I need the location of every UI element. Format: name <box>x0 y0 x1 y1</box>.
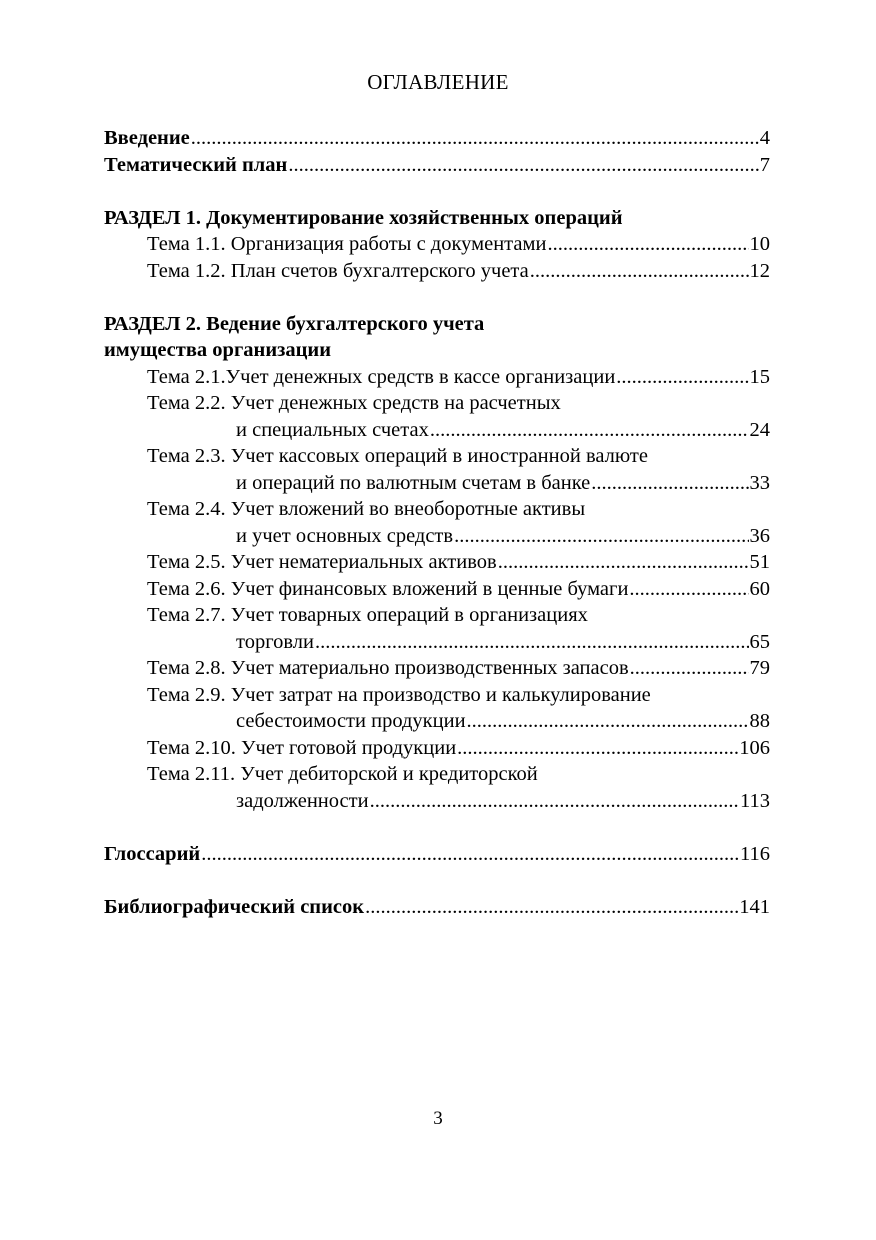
leader-dots <box>498 549 749 576</box>
toc-entry-topic <box>104 682 770 709</box>
toc-entry-text: Тема 2.11. Учет дебиторской и кредиторской <box>147 763 538 785</box>
toc-entry-text: торговли <box>236 630 314 653</box>
toc-entry-text: и операций по валютным счетам в банке <box>236 471 591 494</box>
toc-entry-topic <box>104 364 770 391</box>
toc-entry-text: задолженности <box>236 789 369 812</box>
page-title: ОГЛАВЛЕНИЕ <box>367 70 509 94</box>
toc-entry-page: 106 <box>739 736 770 759</box>
toc-entry-text: Библиографический список <box>104 895 365 918</box>
section-heading-text: имущества организации <box>104 339 332 361</box>
toc-entry-topic <box>104 390 770 417</box>
toc-entry-page: 15 <box>749 365 770 388</box>
toc-entry-page: 51 <box>749 551 770 573</box>
section-heading-text: РАЗДЕЛ 1. Документирование хозяйственных операций <box>104 206 623 229</box>
toc-entry-topic-cont <box>104 470 770 497</box>
leader-dots <box>201 841 739 868</box>
toc-entry-text: Тема 2.4. Учет вложений во внеоборотные активы <box>147 498 586 520</box>
leader-dots <box>288 152 758 179</box>
toc-entry-topic <box>104 258 770 285</box>
toc-entry-page: 33 <box>749 471 770 494</box>
leader-dots <box>430 417 749 444</box>
toc-entry-topic <box>104 576 770 603</box>
toc-entry-page: 4 <box>759 127 770 149</box>
toc-entry-bibliography <box>104 894 770 921</box>
section-heading <box>104 205 770 232</box>
toc-entry-text: Тема 1.1. Организация работы с документами <box>147 233 547 255</box>
toc-entry-page: 141 <box>739 895 770 918</box>
toc-entry-text: Тема 2.10. Учет готовой продукции <box>147 736 457 759</box>
toc-entry-plan <box>104 152 770 179</box>
section-heading-text: РАЗДЕЛ 2. Ведение бухгалтерского учета <box>104 312 485 335</box>
toc-entry-page: 88 <box>749 710 770 732</box>
toc-entry-page: 113 <box>740 789 770 812</box>
toc-entry-topic <box>104 231 770 258</box>
toc-entry-text: Тема 2.2. Учет денежных средств на расчетных <box>147 392 561 414</box>
section-heading-cont <box>104 337 770 364</box>
toc-entry-text: Введение <box>104 127 190 149</box>
toc-entry-text: Тема 2.8. Учет материально производственных запасов <box>147 657 629 679</box>
toc-entry-page: 7 <box>759 153 770 176</box>
toc-entry-page: 10 <box>749 233 770 255</box>
toc-entry-glossary <box>104 841 770 868</box>
leader-dots <box>370 788 739 815</box>
toc-entry-text: и учет основных средств <box>236 524 454 547</box>
table-of-contents <box>104 125 770 920</box>
toc-entry-topic <box>104 496 770 523</box>
page-number: 3 <box>433 1108 443 1129</box>
toc-entry-topic-cont <box>104 523 770 550</box>
toc-entry-page: 12 <box>749 259 770 282</box>
toc-entry-text: Тема 2.6. Учет финансовых вложений в ценные бумаги <box>147 577 629 600</box>
leader-dots <box>315 629 749 656</box>
toc-entry-topic-cont <box>104 417 770 444</box>
toc-entry-text: Тема 1.2. План счетов бухгалтерского учета <box>147 259 529 282</box>
toc-entry-text: Тема 2.3. Учет кассовых операций в иностранной валюте <box>147 445 648 467</box>
toc-entry-topic <box>104 443 770 470</box>
leader-dots <box>191 125 759 152</box>
toc-entry-page: 79 <box>749 657 770 679</box>
leader-dots <box>616 364 748 391</box>
leader-dots <box>467 708 749 735</box>
toc-entry-page: 60 <box>749 577 770 600</box>
leader-dots <box>457 735 738 762</box>
leader-dots <box>454 523 748 550</box>
toc-entry-topic <box>104 761 770 788</box>
toc-entry-text: Тема 2.7. Учет товарных операций в организациях <box>147 604 588 626</box>
toc-entry-text: себестоимости продукции <box>236 710 466 732</box>
toc-entry-topic <box>104 735 770 762</box>
leader-dots <box>591 470 748 497</box>
toc-entry-topic-cont <box>104 629 770 656</box>
toc-entry-text: Тема 2.9. Учет затрат на производство и калькулирование <box>147 683 651 706</box>
toc-entry-topic <box>104 655 770 682</box>
toc-entry-text: и специальных счетах <box>236 418 429 441</box>
section-heading <box>104 311 770 338</box>
toc-entry-text: Глоссарий <box>104 842 201 865</box>
toc-entry-text: Тема 2.5. Учет нематериальных активов <box>147 551 497 573</box>
leader-dots <box>530 258 749 285</box>
toc-entry-page: 116 <box>740 842 770 865</box>
leader-dots <box>629 576 748 603</box>
toc-entry-topic-cont <box>104 788 770 815</box>
toc-entry-page: 36 <box>749 524 770 547</box>
toc-entry-topic-cont <box>104 708 770 735</box>
toc-entry-page: 24 <box>749 418 770 441</box>
toc-entry-topic <box>104 602 770 629</box>
leader-dots <box>547 231 748 258</box>
leader-dots <box>630 655 749 682</box>
leader-dots <box>365 894 738 921</box>
toc-entry-page: 65 <box>749 630 770 653</box>
toc-entry-text: Тема 2.1.Учет денежных средств в кассе организации <box>147 365 616 388</box>
toc-entry-intro <box>104 125 770 152</box>
toc-entry-text: Тематический план <box>104 153 288 176</box>
toc-entry-topic <box>104 549 770 576</box>
